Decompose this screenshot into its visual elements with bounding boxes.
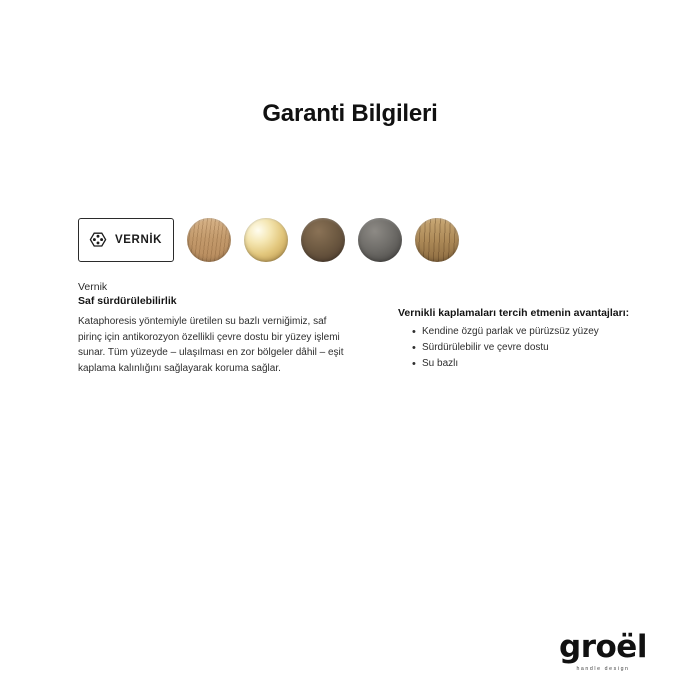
advantages-list [398, 324, 648, 373]
brand-tagline: handle design [576, 666, 630, 672]
list-item: • Sürdürülebilir ve çevre dostu [412, 340, 648, 356]
graphite-swatch [358, 218, 402, 262]
advantages-block [398, 307, 648, 373]
finish-badge [78, 218, 174, 262]
dark-wood-swatch [415, 218, 459, 262]
polished-brass-swatch [244, 218, 288, 262]
page-title: Garanti Bilgileri [262, 100, 438, 128]
antique-bronze-swatch [301, 218, 345, 262]
finish-swatch-row [78, 218, 459, 262]
brand-logo [543, 629, 663, 672]
finish-body-text: Kataphoresis yöntemiyle üretilen su bazlı verniğimiz, saf pirinç için antikorozyon özellikli çevre dostu bir yüzey işlemi sunar. Tüm yüzeyde – ulaşılması en zor bölgeler dâhil – eşit kaplama kalınlığını sağlayarak koruma sağlar. [78, 316, 344, 374]
finish-description-block [78, 281, 348, 376]
light-wood-swatch [187, 218, 231, 262]
finish-kicker: Vernik [78, 281, 108, 293]
finish-subtitle: Saf sürdürülebilirlik [78, 295, 177, 307]
brand-name: groël [559, 629, 647, 665]
list-item: • Kendine özgü parlak ve pürüzsüz yüzey [412, 324, 648, 340]
groel-hex-dots-icon [88, 230, 108, 250]
advantages-title: Vernikli kaplamaları tercih etmenin avantajları: [398, 307, 630, 319]
list-item: • Su bazlı [412, 356, 648, 372]
finish-badge-label: VERNİK [115, 234, 163, 246]
